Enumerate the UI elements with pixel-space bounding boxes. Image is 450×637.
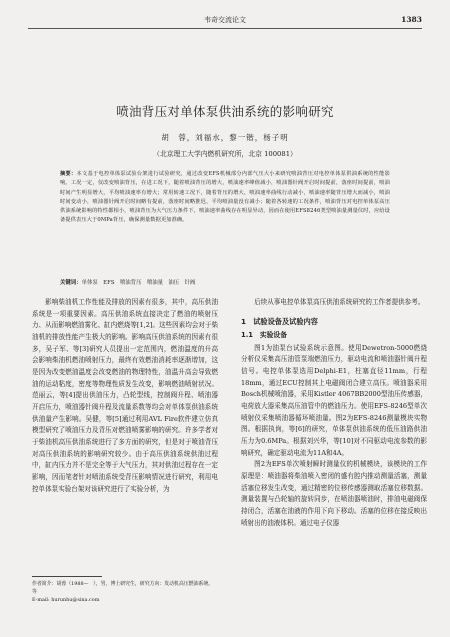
abstract-text: 本文基于电控单体泵试验台架进行试验研究，通过改变EFS机械部分内部气压大小来研究喷油背压对电控单体泵供油系统的性能影响。工况一定，仅改变喷油背压，在进工况下，随着喷油背压的增大，喷油速率峰值减小，喷油器针阀开启时间提前，落座时间提前，喷油时间产生明显增大，平均喷油速率有增大；常用转速工况下，随着背压的增大，喷油速率曲线行动减小，喷油速率随背压增大而减小，喷油时间变动小，喷油器针阀开启时间略有提前，落座时间略推迟，平均喷油量没有减小；随着各转速的工况条件，喷油背压对电控单体泵高压供油系统影响的特性都相小，喷油背压为大气压力条件下，喷油速率曲线存在明显异动，因而在使用EFS8246类型喷油量测量仪时，应给设备提供表压大于0MPa背压，确保测量数据更加准确。 — [60, 171, 391, 224]
intro-paragraph: 影响柴油机工作性能及排放的因素有很多，其中，高压供油系统是一项重要因素。高压供油系统直接决定了燃油的喷射压力、从而影响燃油雾化、缸内燃烧等[1,2]。这些因素均会对于柴油机的排放性能产生极大的影响。影响高压供油系统的因素有很多，吴子军、等[3]研究人员提出一定范围内，燃油温度的升高会影响柴油机燃油喷射压力，最终有效燃油消耗率逐渐增加，这是因为改变燃油温度会改变燃油的物理特性，油温升高会导致燃油的运动粘度，密度等物理性质发生改变，影响燃油喷射状况。范丽云，等[4]提出供油压力，凸轮型线，控制阀升程、喷油器开启压力，喷油器针阀升程及流量系数等均会对单体泵供油系统供油量产生影响。吴健，等[5]通过利用AVL Fire软件建立仿真模型研究了喷油压力及背压对燃油喷雾影响的研究。许多学者对于柴油机高压供油系统进行了多方面的研究，但是对于喷油背压对高压供油系统的影响研究较少。由于高压供油系统供油过程中，缸内压力并不是完全等于大气压力，其对供油过程存在一定影响，因而笔者针对喷油系统受背压影响情况进行研究，利用电控单体泵实验台架对该研究进行了实验分析，为 — [32, 298, 218, 493]
author-email: E-mail: hurunhu@sina.com — [32, 597, 100, 603]
section-heading: 1 试验设备及试验内容 — [241, 316, 318, 326]
body-column-left — [32, 297, 218, 495]
abstract-label: 摘要： — [60, 171, 77, 177]
paper-title: 喷油背压对单体泵供油系统的影响研究 — [116, 104, 334, 119]
footnote-divider — [32, 576, 102, 577]
subsection-heading: 1.1 实验设备 — [241, 330, 288, 339]
keywords-text: 单体泵 EFS 喷油背压 喷油量 油压 针阀 — [81, 280, 196, 286]
efs-paragraph: 图2为EFS单次喷射瞬时测量仪的机械模块，该模块的工作原理是：喷油器将柴油喷入密闭的盛有腔内推动测量活塞，测量活塞位移发生改变，通过精密的位移传感器测取活塞位移数据。测量装置与凸轮轴的旋转同步，在喷油器喷油时，排油电磁阀保持闭合，活塞在油液的作用下向下移动。活塞的位移在接反映出喷射出的油液体积。通过电子仪器 — [241, 460, 427, 527]
abstract — [60, 170, 390, 226]
footnote — [32, 580, 218, 604]
affiliation: （北京理工大学内燃机研究所，北京 100081） — [153, 150, 297, 158]
keywords — [60, 278, 390, 286]
author-info: 作者简介：胡蓉（1988— ），男，博士研究生，研究方向：发动机高压燃油系统。等 — [32, 581, 214, 595]
running-header — [28, 14, 422, 29]
page-number: 1383 — [401, 15, 422, 24]
header-title: 韦奇交流论文 — [204, 16, 246, 24]
equipment-paragraph: 图1为油泵台试验系统示意图。使用Dewetron-5000燃烧分析仪采集高压油管泵端燃油压力，驱动电流和喷油器针阀升程信号。电控单体泵选用Delphi-E1，柱塞直径11mm，行程18mm，通过ECU控制其上电磁阀闭合建立高压。喷油器采用Bosch机械喷油器，采用Kistler 4067BB2000型油压传感器，电荷放大器采集高压油管中的燃油压力。使用EFS-8246型单次喷射仪采集喷油器循环喷油量。图2为EFS-8246测量模块实物图。根据执询，等[6]的研究，单体泵供油系统的低压油路供油压力为0.6MPa。根据刘兴华，等[10]对不同驱动电流参数的影响研究，确定驱动电流为11A和4A。 — [241, 343, 427, 457]
keywords-label: 关键词： — [60, 280, 82, 286]
body-column-right — [241, 297, 427, 529]
intro-continuation: 后续从事电控单体泵高压供油系统研究的工作者提供参考。 — [254, 298, 425, 306]
author-list: 胡 蓉，刘福水，黎一锴，杨子明 — [161, 133, 289, 142]
